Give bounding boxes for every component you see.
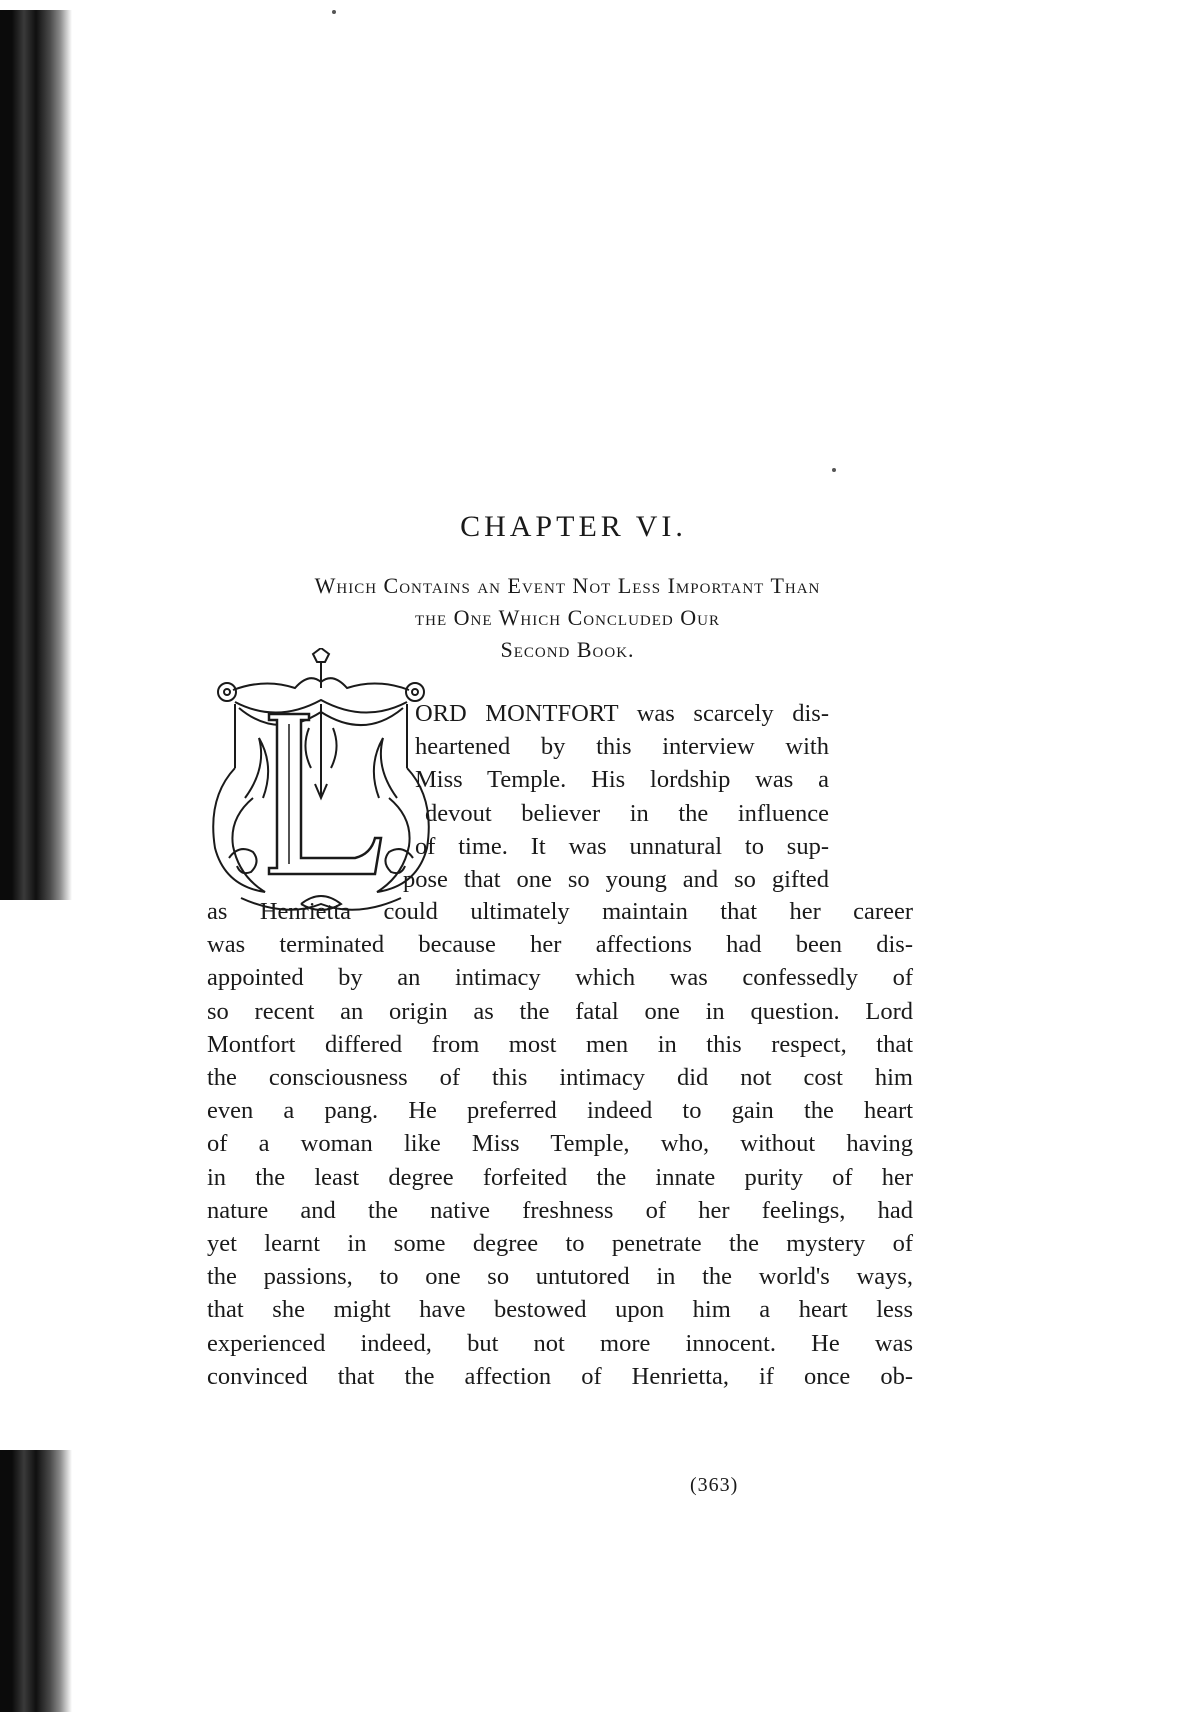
subtitle-line: Which Contains an Event Not Less Important Than <box>314 573 821 598</box>
text-line: of time. It was unnatural to sup- <box>415 832 829 860</box>
text-line: yet learnt in some degree to penetrate the mystery of <box>207 1230 913 1258</box>
text-line: heartened by this interview with <box>415 733 829 761</box>
text-line: so recent an origin as the fatal one in question. Lord <box>207 997 913 1025</box>
scan-gutter-bottom <box>0 1450 72 1712</box>
text-line: ORD MONTFORT was scarcely dis- <box>415 700 829 727</box>
text-line: convinced that the affection of Henrietta, if once ob- <box>207 1362 913 1390</box>
text-line: as Henrietta could ultimately maintain that her career <box>207 898 913 925</box>
text-line: appointed by an intimacy which was confessedly of <box>207 964 913 992</box>
opening-lines <box>403 697 829 896</box>
text-line: nature and the native freshness of her feelings, had <box>207 1196 913 1224</box>
text-line: experienced indeed, but not more innocent. He was <box>207 1329 913 1357</box>
text-line: of a woman like Miss Temple, who, without having <box>207 1130 913 1158</box>
page-number: (363) <box>690 1474 739 1496</box>
drop-cap-letter: L <box>205 648 206 649</box>
text-line: Miss Temple. His lordship was a <box>415 766 829 794</box>
text-line: that she might have bestowed upon him a heart less <box>207 1296 913 1324</box>
body-paragraph <box>207 895 913 1393</box>
chapter-heading <box>0 510 1187 544</box>
text-line: the consciousness of this intimacy did not cost him <box>207 1064 913 1092</box>
text-line: the passions, to one so untutored in the world's ways, <box>207 1263 913 1291</box>
subtitle-line: the One Which Concluded Our <box>415 605 720 630</box>
text-line: devout believer in the influence <box>425 799 829 827</box>
text-line: pose that one so young and so gifted <box>403 866 829 894</box>
text-line: Montfort differed from most men in this respect, that <box>207 1030 913 1058</box>
scan-speck <box>832 468 836 472</box>
scan-gutter-top <box>0 10 72 900</box>
chapter-heading-text: CHAPTER VI. <box>460 510 687 543</box>
text-line: even a pang. He preferred indeed to gain the heart <box>207 1097 913 1125</box>
subtitle-line: Second Book. <box>500 637 635 662</box>
scan-speck <box>332 10 336 14</box>
text-line: was terminated because her affections had been dis- <box>207 931 913 959</box>
text-line: in the least degree forfeited the innate purity of her <box>207 1163 913 1191</box>
